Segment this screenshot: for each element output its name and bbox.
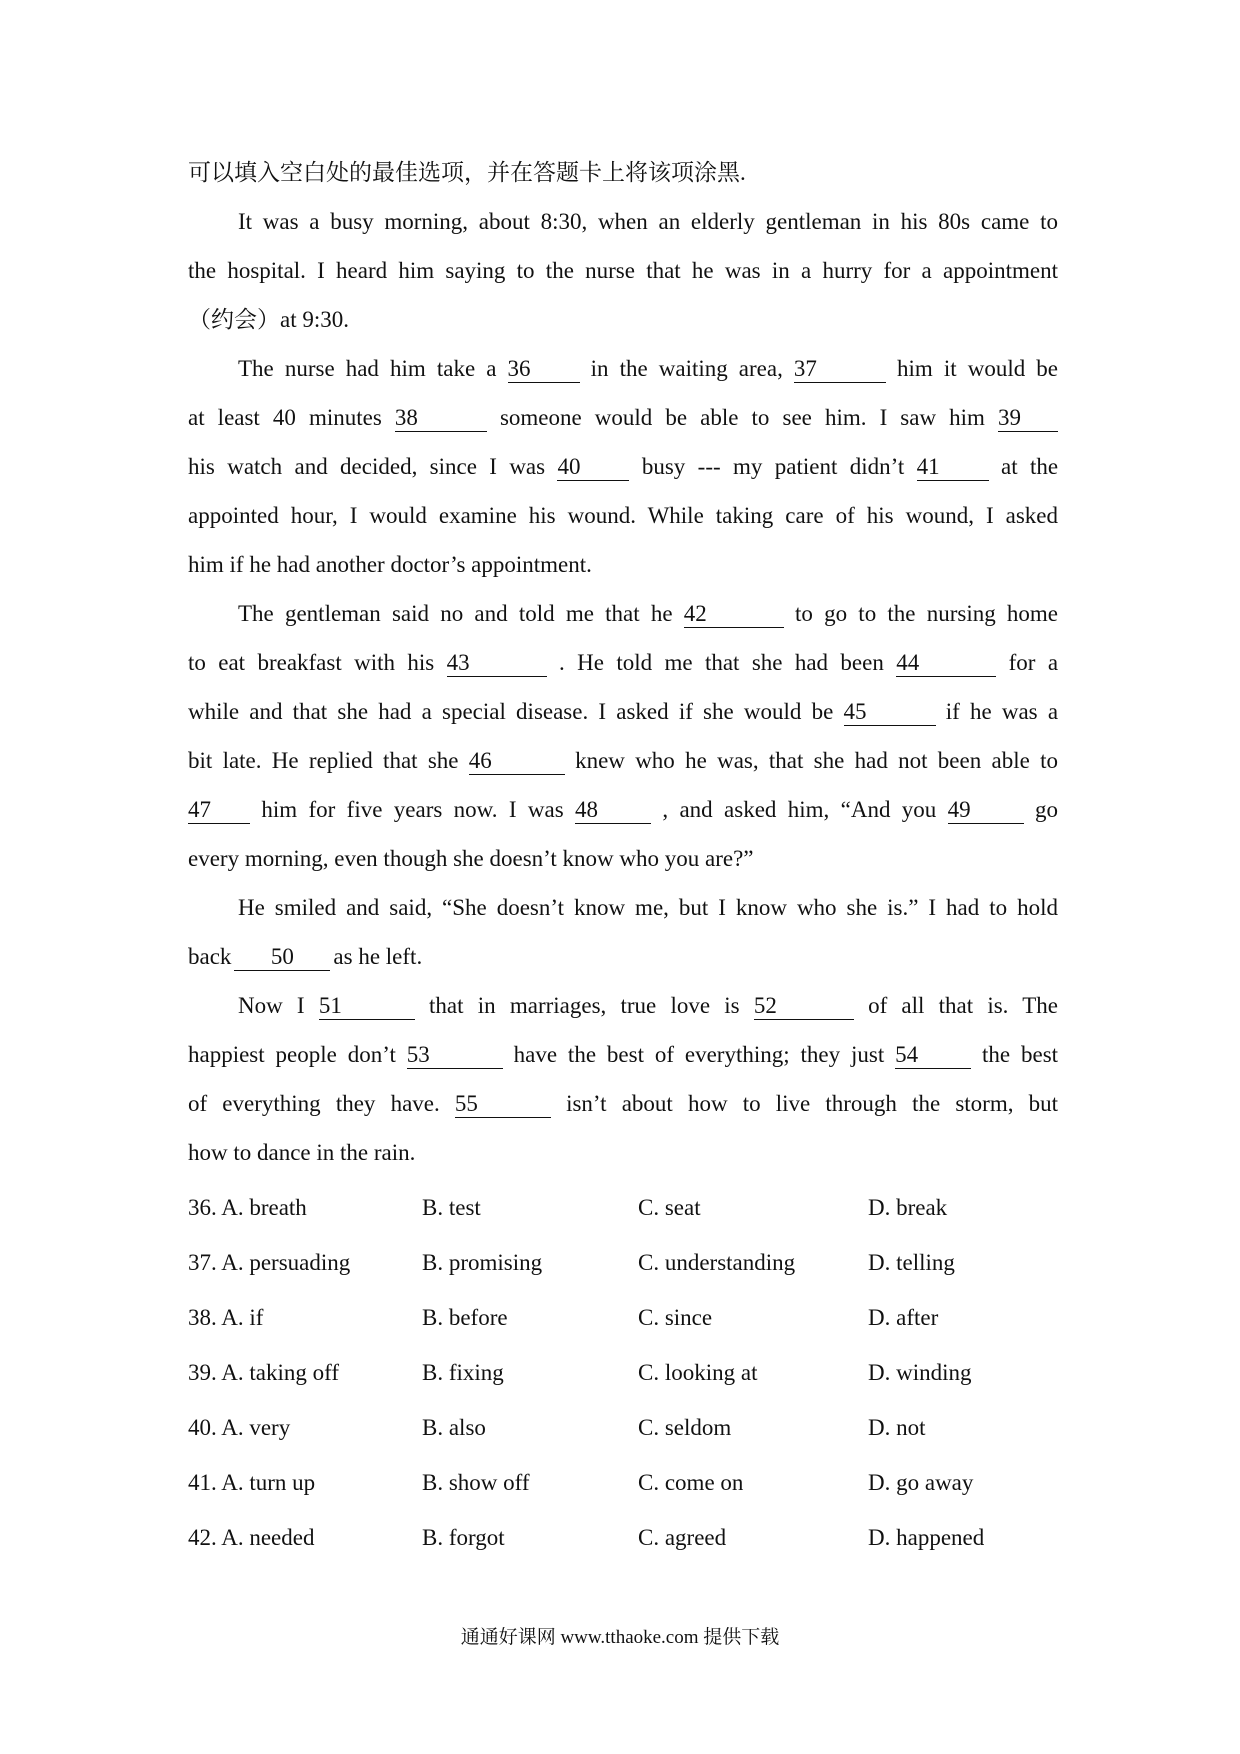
blank-40: 40 [557,456,629,481]
text: him it would be [897,356,1058,381]
text: while and that she had a special disease. I asked if she would be [188,699,834,724]
option-row-39 [188,1345,1068,1400]
passage-line [188,246,1058,295]
option-row-36 [188,1180,1068,1235]
text: go [1035,797,1059,822]
option-a: 40. A. very [188,1415,291,1440]
blank-44: 44 [896,652,996,677]
blank-41: 41 [917,456,989,481]
text: someone would be able to see him. I saw him [499,405,985,430]
option-b: B. before [422,1305,508,1330]
option-d: D. go away [868,1470,974,1495]
text: knew who he was, that she had not been able to [575,748,1058,773]
blank-52: 52 [754,995,854,1020]
passage-line [188,393,1058,442]
text: of everything they have. [188,1091,440,1116]
text: the best [982,1042,1059,1067]
text: of all that is. The [868,993,1058,1018]
option-a: 39. A. taking off [188,1360,339,1385]
passage-line [188,589,1058,638]
text: in the waiting area, [590,356,783,381]
blank-49: 49 [948,799,1024,824]
option-c: C. seat [638,1195,701,1220]
passage-line [188,883,1058,932]
blank-45: 45 [844,701,936,726]
passage-line [188,736,1058,785]
option-b: B. promising [422,1250,543,1275]
blank-38: 38 [395,407,487,432]
text: He smiled and said, “She doesn’t know me, but I know who she is.” I had to hold [238,895,1058,920]
blank-47: 47 [188,799,250,824]
text: how to dance in the rain. [188,1140,416,1165]
text: if he was a [945,699,1059,724]
passage-line [188,981,1058,1030]
blank-54: 54 [895,1044,971,1069]
passage-line [188,834,1058,883]
option-d: D. winding [868,1360,972,1385]
blank-39: 39 [998,407,1058,432]
passage-line [188,1128,1058,1177]
passage-line [188,932,1058,981]
blank-48: 48 [575,799,651,824]
text: the hospital. I heard him saying to the nurse that he was in a hurry for a appointment [188,258,1058,283]
passage-line [188,442,1058,491]
option-row-41 [188,1455,1068,1510]
blank-46: 46 [469,750,565,775]
passage-line [188,540,1058,589]
text: The gentleman said no and told me that he [238,601,673,626]
text: （约会）at 9:30. [188,307,349,332]
option-row-42 [188,1510,1068,1565]
option-row-38 [188,1290,1068,1345]
passage-line [188,687,1058,736]
text: every morning, even though she doesn’t know who you are?” [188,846,754,871]
text: as he left. [333,944,423,969]
option-a: 36. A. breath [188,1195,307,1220]
text: . He told me that she had been [559,650,884,675]
option-b: B. also [422,1415,486,1440]
instruction-line [188,148,1058,197]
option-b: B. fixing [422,1360,504,1385]
option-c: C. come on [638,1470,744,1495]
text: happiest people don’t [188,1042,396,1067]
text: have the best of everything; they just [513,1042,885,1067]
option-d: D. after [868,1305,939,1330]
text: to go to the nursing home [795,601,1059,626]
option-a: 42. A. needed [188,1525,315,1550]
blank-51: 51 [319,995,415,1020]
blank-43: 43 [447,652,547,677]
text: him if he had another doctor’s appointment. [188,552,592,577]
text: busy --- my patient didn’t [641,454,905,479]
option-a: 37. A. persuading [188,1250,351,1275]
text: The nurse had him take a [238,356,497,381]
page-footer: 通通好课网 www.tthaoke.com 提供下载 [460,1627,780,1648]
option-c: C. since [638,1305,713,1330]
text: him for five years now. I was [261,797,564,822]
options-list [188,1180,1068,1565]
option-row-37 [188,1235,1068,1290]
passage-line [188,1030,1058,1079]
passage-line [188,295,1058,344]
text: It was a busy morning, about 8:30, when an elderly gentleman in his 80s came to [238,209,1058,234]
option-b: B. forgot [422,1525,505,1550]
passage-line [188,1079,1058,1128]
text: appointed hour, I would examine his wound. While taking care of his wound, I asked [188,503,1058,528]
passage-line [188,491,1058,540]
text: back [188,944,232,969]
option-c: C. looking at [638,1360,758,1385]
text: for a [1008,650,1059,675]
text: to eat breakfast with his [188,650,435,675]
option-c: C. understanding [638,1250,796,1275]
option-row-40 [188,1400,1068,1455]
text: at least 40 minutes [188,405,382,430]
blank-36: 36 [508,358,580,383]
option-c: C. seldom [638,1415,732,1440]
text: that in marriages, true love is [429,993,740,1018]
passage-line [188,638,1058,687]
blank-55: 55 [455,1093,551,1118]
option-d: D. telling [868,1250,955,1275]
passage [188,148,1058,1177]
option-d: D. break [868,1195,948,1220]
option-b: B. show off [422,1470,530,1495]
option-d: D. happened [868,1525,985,1550]
text: isn’t about how to live through the storm, but [566,1091,1059,1116]
text: at the [1000,454,1059,479]
option-b: B. test [422,1195,481,1220]
option-d: D. not [868,1415,926,1440]
option-c: C. agreed [638,1525,727,1550]
passage-line [188,197,1058,246]
blank-50: 50 [234,946,330,971]
text: bit late. He replied that she [188,748,459,773]
text: 可以填入空白处的最佳选项，并在答题卡上将该项涂黑. [188,160,746,185]
blank-37: 37 [794,358,886,383]
passage-line [188,344,1058,393]
passage-line [188,785,1058,834]
option-a: 41. A. turn up [188,1470,316,1495]
text: Now I [238,993,305,1018]
option-a: 38. A. if [188,1305,264,1330]
blank-42: 42 [684,603,784,628]
text: his watch and decided, since I was [188,454,546,479]
blank-53: 53 [407,1044,503,1069]
text: , and asked him, “And you [662,797,937,822]
